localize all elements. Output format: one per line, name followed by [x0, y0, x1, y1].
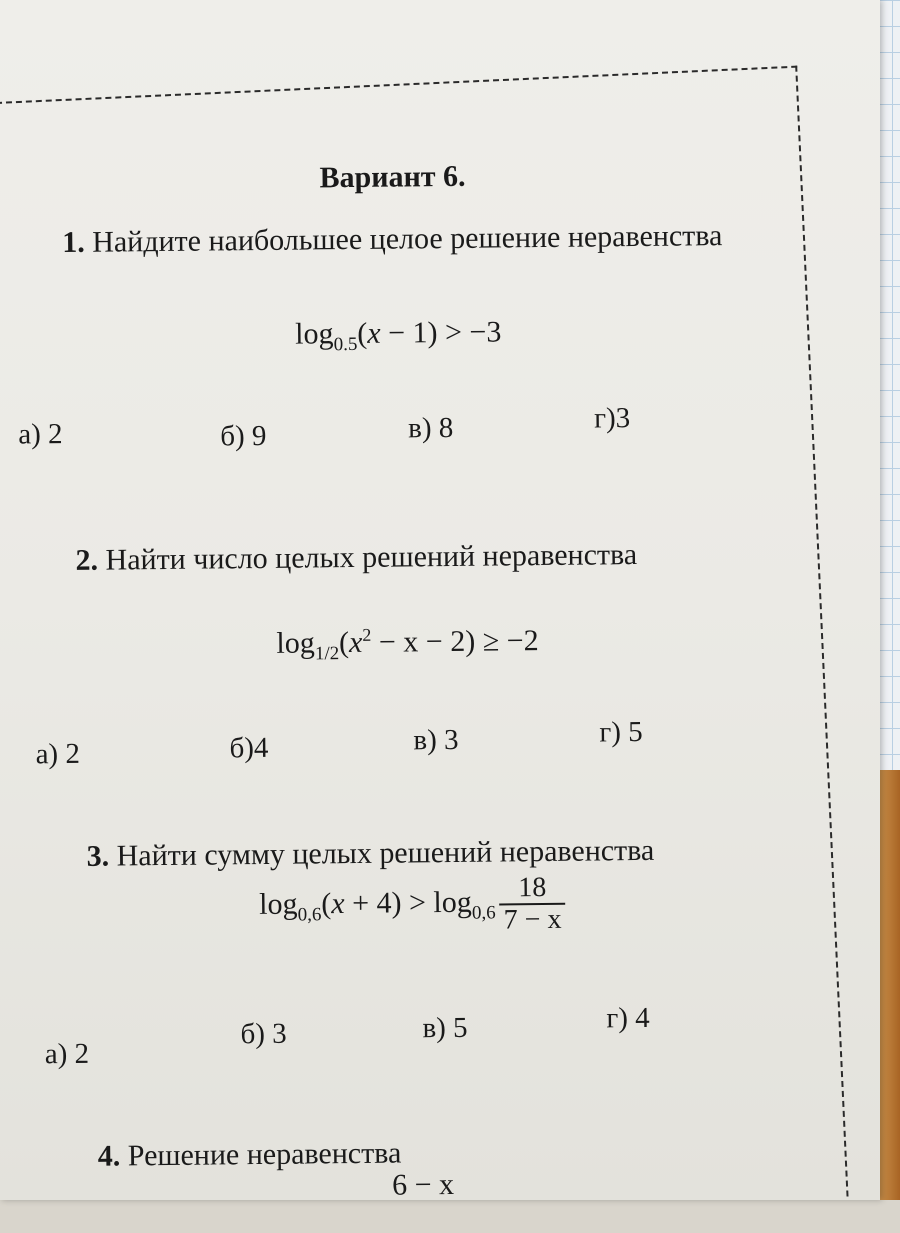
answer-option-d: г) 4	[606, 1001, 650, 1035]
answer-option-d: г)3	[593, 402, 631, 435]
question-text: Найти сумму целых решений неравенства	[116, 833, 655, 873]
fraction-numerator: 18	[518, 872, 547, 904]
answer-option-c: в) 3	[413, 723, 459, 757]
answer-option-b: б) 3	[240, 1017, 287, 1051]
formula-2: $\log_{1/2}(x^2 - x - 2) \ge -2$	[276, 624, 539, 665]
answer-option-c: в) 5	[422, 1011, 468, 1045]
question-number: 4.	[97, 1139, 121, 1173]
question-text: Найдите наибольшее целое решение неравенства	[92, 219, 723, 259]
question-4	[98, 1137, 402, 1174]
question-text: Найти число целых решений неравенства	[105, 538, 638, 577]
answer-option-a: а) 2	[44, 1037, 90, 1071]
answer-option-b: б)4	[229, 731, 269, 765]
question-1	[62, 219, 723, 260]
fraction-denominator: 7 − x	[500, 903, 566, 936]
formula-1: $\log_{0.5}(x - 1) > -3$	[295, 315, 502, 356]
fraction	[499, 873, 565, 936]
question-number: 1.	[62, 225, 85, 260]
question-text: Решение неравенства	[127, 1136, 402, 1173]
answer-option-b: б) 9	[220, 419, 267, 453]
question-number: 3.	[86, 839, 110, 873]
question-3	[86, 834, 654, 874]
answer-option-a: а) 2	[35, 737, 81, 771]
variant-title: Вариант 6.	[319, 159, 466, 195]
question-2	[75, 538, 637, 578]
formula-3: $\log_{0,6}(x + 4) > \log_{0,6}$ $\frac{18}{7 - x}$	[259, 873, 566, 938]
formula-4-partial: 6 − x	[391, 1167, 455, 1202]
answer-option-c: в) 8	[408, 411, 454, 445]
question-number: 2.	[75, 543, 99, 577]
answer-option-a: а) 2	[18, 418, 63, 451]
answer-option-d: г) 5	[599, 715, 643, 749]
